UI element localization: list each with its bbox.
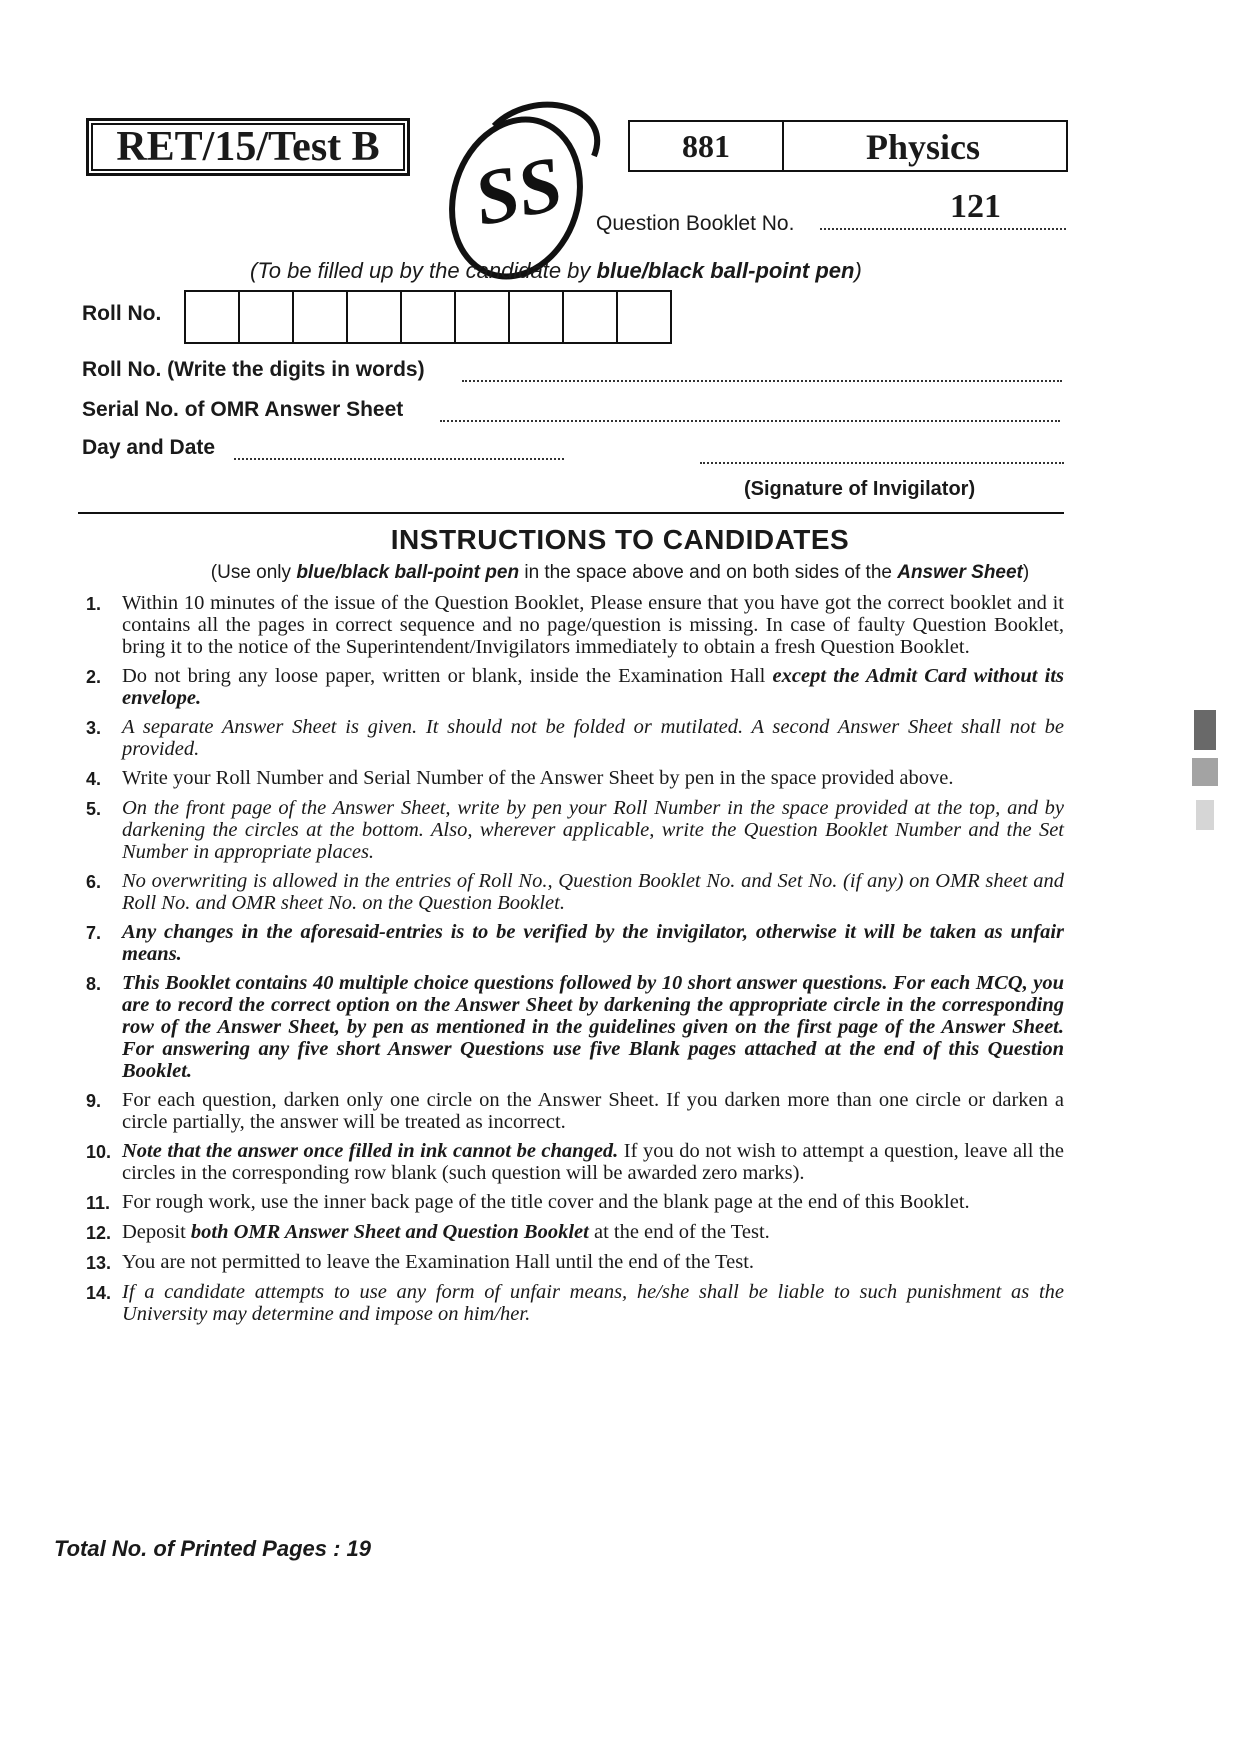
instruction-item: [86, 797, 1064, 863]
instructions-subtitle: [0, 562, 1240, 584]
subject-code-box: 881: [628, 120, 784, 172]
instruction-number: 8.: [86, 974, 102, 994]
sub-mid: in the space above and on both sides of the: [519, 562, 898, 583]
instruction-item: [86, 716, 1064, 760]
roll-words-line[interactable]: [462, 370, 1062, 382]
roll-digit-box[interactable]: [510, 292, 564, 342]
instruction-text: On the front page of the Answer Sheet, write by pen your Roll Number in the space provided at the top, and by darkening the circles at the bottom. Also, wherever applicable, write the Question Booklet Number and the Set Number in appropriate places.: [122, 797, 1064, 863]
instruction-item: [86, 665, 1064, 709]
question-booklet-label: Question Booklet No.: [596, 212, 795, 235]
roll-digit-box[interactable]: [402, 292, 456, 342]
roll-digit-box[interactable]: [456, 292, 510, 342]
instruction-number: 12.: [86, 1223, 112, 1243]
sub-sheet: Answer Sheet: [897, 562, 1023, 583]
roll-digit-box[interactable]: [348, 292, 402, 342]
instruction-number: 5.: [86, 799, 102, 819]
instruction-text: Within 10 minutes of the issue of the Question Booklet, Please ensure that you have got the correct booklet and it contains all the pages in correct sequence and no page/question is missing. In case of faulty Question Booklet, bring it to the notice of the Superintendent/Invigilators immediately to obtain a fresh Question Booklet.: [122, 592, 1064, 658]
roll-no-label: Roll No.: [82, 302, 162, 325]
instruction-item: [86, 1221, 1064, 1244]
day-date-line[interactable]: [234, 448, 564, 460]
total-printed-pages: Total No. of Printed Pages : 19: [54, 1536, 372, 1561]
roll-words-label: Roll No. (Write the digits in words): [82, 358, 425, 381]
instruction-text: Do not bring any loose paper, written or blank, inside the Examination Hall except the Admit Card without its envelope.: [122, 665, 1064, 709]
instruction-item: [86, 1191, 1064, 1214]
question-booklet-number: 121: [950, 188, 1001, 225]
instruction-item: [86, 592, 1064, 658]
margin-scan-mark: [1186, 700, 1226, 850]
instruction-number: 10.: [86, 1142, 112, 1162]
instruction-text: Note that the answer once filled in ink cannot be changed. If you do not wish to attempt a question, leave all the circles in the corresponding row blank (such question will be awarded zero marks).: [122, 1140, 1064, 1184]
instruction-text: Any changes in the aforesaid-entries is to be verified by the invigilator, otherwise it will be taken as unfair means.: [122, 921, 1064, 965]
roll-digit-box[interactable]: [564, 292, 618, 342]
instruction-number: 11.: [86, 1193, 111, 1213]
sub-pen: blue/black ball-point pen: [296, 562, 520, 583]
roll-digit-box[interactable]: [618, 292, 670, 342]
question-booklet-dotline: [820, 216, 1066, 230]
fill-instruction-note: [250, 258, 862, 284]
instruction-number: 1.: [86, 594, 102, 614]
subject-box: Physics: [780, 120, 1068, 172]
instruction-item: [86, 921, 1064, 965]
fill-note-prefix: (To be filled up by the candidate by: [250, 258, 597, 283]
signature-line[interactable]: [700, 452, 1064, 464]
instruction-item: [86, 870, 1064, 914]
roll-digit-box[interactable]: [294, 292, 348, 342]
roll-no-boxes[interactable]: [184, 290, 672, 344]
instruction-text: For each question, darken only one circle on the Answer Sheet. If you darken more than one circle or darken a circle partially, the answer will be treated as incorrect.: [122, 1089, 1064, 1133]
instruction-number: 7.: [86, 923, 102, 943]
signature-label: (Signature of Invigilator): [744, 478, 976, 500]
instruction-text: You are not permitted to leave the Examination Hall until the end of the Test.: [122, 1251, 755, 1273]
instruction-text: No overwriting is allowed in the entries of Roll No., Question Booklet No. and Set No. (if any) on OMR sheet and Roll No. and OMR sheet No. on the Question Booklet.: [122, 870, 1064, 914]
instruction-number: 4.: [86, 769, 102, 789]
fill-note-pen: blue/black ball-point pen: [596, 258, 855, 283]
instruction-text: Deposit both OMR Answer Sheet and Question Booklet at the end of the Test.: [122, 1221, 770, 1243]
day-date-label: Day and Date: [82, 436, 216, 459]
instruction-number: 13.: [86, 1253, 112, 1273]
instruction-text: This Booklet contains 40 multiple choice questions followed by 10 short answer questions. For each MCQ, you are to record the correct option on the Answer Sheet by darkening the appropriate circle in the corresponding row of the Answer Sheet, by pen as mentioned in the guidelines given on the first page of the Answer Sheet. For answering any five short Answer Questions use five Blank pages attached at the end of this Question Booklet.: [122, 972, 1064, 1082]
instruction-item: [86, 972, 1064, 1082]
roll-digit-box[interactable]: [240, 292, 294, 342]
instructions-list: [86, 592, 1064, 1332]
instruction-item: [86, 767, 1064, 790]
instruction-text: A separate Answer Sheet is given. It should not be folded or mutilated. A second Answer Sheet shall not be provided.: [122, 716, 1064, 760]
stamp-initials-mark: SS: [466, 139, 570, 243]
roll-digit-box[interactable]: [186, 292, 240, 342]
instruction-number: 9.: [86, 1091, 102, 1111]
fill-note-suffix: ): [854, 258, 862, 283]
instruction-number: 6.: [86, 872, 102, 892]
instruction-item: [86, 1281, 1064, 1325]
header-divider: [78, 512, 1064, 514]
test-code-box: RET/15/Test B: [86, 118, 410, 176]
serial-omr-line[interactable]: [440, 410, 1060, 422]
instruction-text: If a candidate attempts to use any form of unfair means, he/she shall be liable to such punishment as the University may determine and impose on him/her.: [122, 1281, 1064, 1325]
instruction-number: 3.: [86, 718, 102, 738]
sub-prefix: (Use only: [210, 562, 297, 583]
instruction-number: 2.: [86, 667, 102, 687]
sub-suffix: ): [1022, 562, 1030, 583]
instruction-text: Write your Roll Number and Serial Number of the Answer Sheet by pen in the space provided above.: [122, 767, 954, 789]
instruction-item: [86, 1089, 1064, 1133]
instruction-number: 14.: [86, 1283, 112, 1303]
serial-omr-label: Serial No. of OMR Answer Sheet: [82, 398, 404, 421]
instruction-item: [86, 1251, 1064, 1274]
instruction-item: [86, 1140, 1064, 1184]
instructions-title: INSTRUCTIONS TO CANDIDATES: [390, 524, 850, 555]
instruction-text: For rough work, use the inner back page of the title cover and the blank page at the end of this Booklet.: [122, 1191, 970, 1213]
